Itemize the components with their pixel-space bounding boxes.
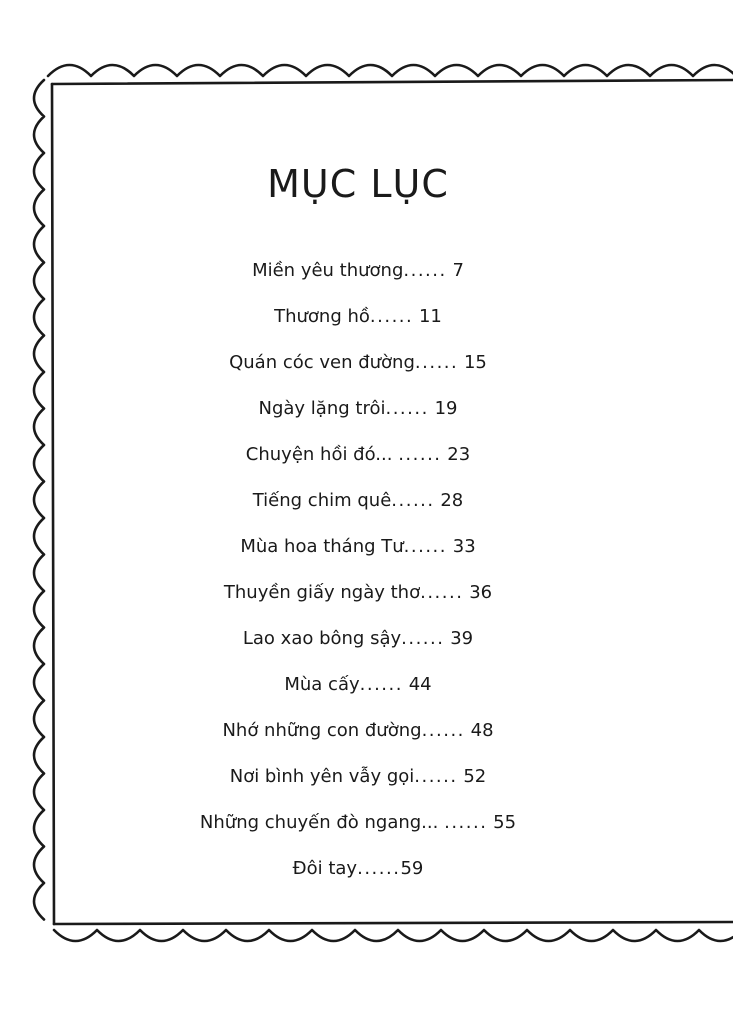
toc-entry-title: Nhớ những con đường — [222, 720, 422, 741]
toc-entry-title: Chuyện hồi đó... — [245, 444, 393, 465]
toc-page-number: 48 — [470, 720, 494, 741]
table-of-contents — [0, 254, 716, 898]
toc-entry-title: Mùa cấy — [284, 674, 360, 695]
toc-leader: ...... — [385, 398, 429, 419]
toc-leader: ...... — [357, 858, 401, 879]
toc-page-number: 39 — [450, 628, 474, 649]
toc-entry — [0, 346, 716, 392]
toc-leader: ...... — [444, 812, 488, 833]
toc-page-number: 19 — [434, 398, 458, 419]
toc-entry — [0, 852, 716, 898]
toc-entry-title: Mùa hoa tháng Tư — [240, 536, 404, 557]
toc-entry-title: Miền yêu thương — [252, 260, 404, 281]
toc-entry — [0, 438, 716, 484]
toc-leader: ...... — [421, 720, 465, 741]
toc-entry — [0, 760, 716, 806]
toc-page-number: 11 — [418, 306, 442, 327]
toc-leader: ...... — [403, 536, 448, 557]
toc-page-number: 36 — [469, 582, 493, 603]
toc-entry — [0, 392, 716, 438]
toc-leader: ...... — [403, 260, 447, 281]
toc-page-number: 7 — [452, 260, 464, 281]
toc-entry-title: Ngày lặng trôi — [258, 398, 386, 419]
toc-entry-title: Quán cóc ven đường — [229, 352, 415, 373]
toc-page-number: 59 — [400, 858, 424, 879]
toc-entry-title: Tiếng chim quê — [252, 490, 392, 511]
toc-entry-title: Lao xao bông sậy — [242, 628, 402, 649]
toc-entry — [0, 484, 716, 530]
toc-leader: ...... — [359, 674, 403, 695]
page-title: MỤC LỤC — [267, 162, 449, 206]
toc-leader: ...... — [369, 306, 414, 327]
toc-entry — [0, 530, 716, 576]
toc-entry — [0, 806, 716, 852]
toc-page-number: 28 — [440, 490, 464, 511]
toc-entry-title: Thuyền giấy ngày thơ — [223, 582, 421, 603]
toc-leader: ...... — [414, 352, 459, 373]
toc-entry — [0, 714, 716, 760]
toc-page-number: 15 — [463, 352, 487, 373]
toc-page-number: 33 — [452, 536, 476, 557]
toc-entry — [0, 622, 716, 668]
toc-leader: ...... — [420, 582, 464, 603]
toc-entry-title: Những chuyến đò ngang... — [199, 812, 439, 833]
toc-page-number: 52 — [463, 766, 487, 787]
toc-page-number: 23 — [447, 444, 471, 465]
toc-entry — [0, 576, 716, 622]
toc-leader: ...... — [398, 444, 442, 465]
toc-entry — [0, 300, 716, 346]
toc-entry — [0, 668, 716, 714]
toc-entry — [0, 254, 716, 300]
toc-page-number: 55 — [493, 812, 517, 833]
toc-entry-title: Nơi bình yên vẫy gọi — [229, 766, 415, 787]
toc-entry-title: Đôi tay — [292, 858, 358, 879]
toc-page-number: 44 — [408, 674, 432, 695]
toc-leader: ...... — [401, 628, 445, 649]
toc-leader: ...... — [414, 766, 458, 787]
toc-leader: ...... — [391, 490, 435, 511]
toc-entry-title: Thương hồ — [274, 306, 370, 327]
